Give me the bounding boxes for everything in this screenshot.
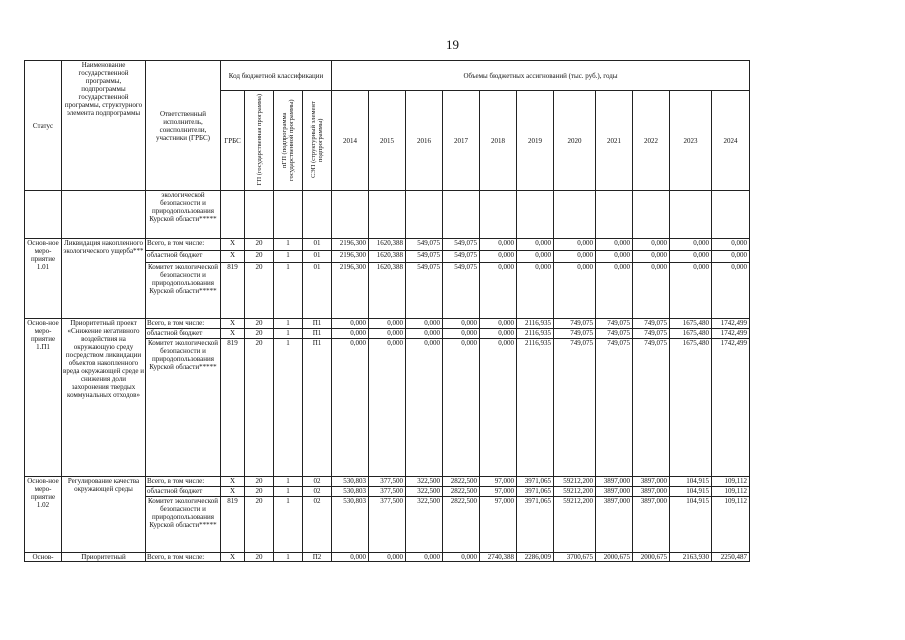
header-year: 2019 — [517, 91, 554, 191]
budget-value-cell: 2196,300 — [332, 263, 369, 319]
budget-value-cell: 97,000 — [480, 497, 517, 553]
budget-value-cell: 0,000 — [443, 553, 480, 562]
cont-status — [25, 191, 62, 239]
header-pgp-label: пГП (подпрограмма государственной программы) — [281, 98, 295, 181]
program-name-cell: Приоритетный проект «Снижение негативного воздействия на окружающую среду посредством ликвидации объектов накопленного вреда окружающей среде и снижения доли захоронения твердых коммунальных отходов» — [62, 319, 146, 477]
status-cell: Основ-ное меро-приятие 1.02 — [25, 477, 62, 553]
budget-value-cell: 749,075 — [554, 329, 596, 339]
budget-value-cell: 549,075 — [406, 263, 443, 319]
header-gp — [245, 91, 274, 191]
budget-value-cell: 1620,388 — [369, 251, 406, 263]
budget-value-cell: 0,000 — [443, 319, 480, 329]
budget-value-cell: 2196,300 — [332, 239, 369, 251]
pgp-cell: 1 — [274, 319, 303, 329]
grbs-cell: Х — [221, 319, 245, 329]
budget-value-cell: 97,000 — [480, 477, 517, 487]
budget-value-cell: 0,000 — [480, 239, 517, 251]
budget-value-cell: 2116,935 — [517, 319, 554, 329]
responsible-cell: областной бюджет — [146, 251, 221, 263]
budget-value-cell: 109,112 — [712, 487, 750, 497]
empty-cell — [480, 191, 517, 239]
budget-value-cell: 0,000 — [517, 251, 554, 263]
budget-value-cell: 0,000 — [670, 251, 712, 263]
header-year: 2014 — [332, 91, 369, 191]
budget-value-cell: 0,000 — [517, 263, 554, 319]
cont-name — [62, 191, 146, 239]
responsible-cell: областной бюджет — [146, 487, 221, 497]
gp-cell: 20 — [245, 263, 274, 319]
budget-value-cell: 0,000 — [670, 263, 712, 319]
header-year: 2020 — [554, 91, 596, 191]
grbs-cell: Х — [221, 487, 245, 497]
grbs-cell: 819 — [221, 497, 245, 553]
empty-cell — [443, 191, 480, 239]
status-cell: Основ-ное меро-приятие 1.П1 — [25, 319, 62, 477]
budget-value-cell: 0,000 — [406, 339, 443, 477]
empty-cell — [406, 191, 443, 239]
budget-value-cell: 1742,499 — [712, 329, 750, 339]
budget-value-cell: 0,000 — [670, 239, 712, 251]
budget-value-cell: 0,000 — [480, 251, 517, 263]
budget-value-cell: 3897,000 — [596, 497, 633, 553]
grbs-cell: Х — [221, 329, 245, 339]
header-year: 2015 — [369, 91, 406, 191]
budget-value-cell: 2286,009 — [517, 553, 554, 562]
status-cell: Основ-ное меро-приятие 1.01 — [25, 239, 62, 319]
pgp-cell: 1 — [274, 487, 303, 497]
pgp-cell: 1 — [274, 251, 303, 263]
budget-value-cell: 1620,388 — [369, 239, 406, 251]
budget-value-cell: 322,500 — [406, 497, 443, 553]
responsible-cell: Комитет экологической безопасности и природопользования Курской области***** — [146, 497, 221, 553]
budget-value-cell: 104,915 — [670, 477, 712, 487]
budget-value-cell: 0,000 — [369, 553, 406, 562]
budget-value-cell: 3897,000 — [596, 487, 633, 497]
sep-cell: 02 — [303, 487, 332, 497]
budget-value-cell: 1675,480 — [670, 319, 712, 329]
responsible-cell: областной бюджет — [146, 329, 221, 339]
sep-cell: 01 — [303, 263, 332, 319]
budget-value-cell: 377,500 — [369, 497, 406, 553]
budget-value-cell: 2116,935 — [517, 339, 554, 477]
budget-value-cell: 749,075 — [596, 319, 633, 329]
gp-cell: 20 — [245, 251, 274, 263]
gp-cell: 20 — [245, 319, 274, 329]
pgp-cell: 1 — [274, 239, 303, 251]
gp-cell: 20 — [245, 553, 274, 562]
pgp-cell: 1 — [274, 553, 303, 562]
budget-value-cell: 0,000 — [596, 251, 633, 263]
budget-table — [24, 60, 750, 562]
budget-value-cell: 3897,000 — [633, 487, 670, 497]
table-body — [25, 61, 750, 562]
budget-value-cell: 749,075 — [633, 339, 670, 477]
budget-value-cell: 1675,480 — [670, 329, 712, 339]
sep-cell: П1 — [303, 339, 332, 477]
budget-value-cell: 2740,388 — [480, 553, 517, 562]
pgp-cell: 1 — [274, 497, 303, 553]
budget-value-cell: 0,000 — [554, 239, 596, 251]
program-name-cell: Приоритетный — [62, 553, 146, 562]
budget-value-cell: 3897,000 — [596, 477, 633, 487]
header-responsible: Ответственный исполнитель, соисполнители, участники (ГРБС) — [146, 61, 221, 191]
budget-value-cell: 0,000 — [554, 263, 596, 319]
budget-value-cell: 2196,300 — [332, 251, 369, 263]
table-row — [25, 319, 750, 329]
budget-value-cell: 0,000 — [480, 339, 517, 477]
budget-value-cell: 749,075 — [633, 329, 670, 339]
pgp-cell: 1 — [274, 329, 303, 339]
empty-cell — [712, 191, 750, 239]
budget-value-cell: 377,500 — [369, 487, 406, 497]
gp-cell: 20 — [245, 329, 274, 339]
program-name-cell: Ликвидация накопленного экологического ущерба*** — [62, 239, 146, 319]
budget-value-cell: 549,075 — [443, 239, 480, 251]
responsible-cell: Комитет экологической безопасности и природопользования Курской области***** — [146, 263, 221, 319]
header-year: 2024 — [712, 91, 750, 191]
budget-value-cell: 2163,930 — [670, 553, 712, 562]
empty-cell — [245, 191, 274, 239]
grbs-cell: Х — [221, 477, 245, 487]
budget-value-cell: 2822,500 — [443, 487, 480, 497]
budget-value-cell: 2822,500 — [443, 477, 480, 487]
gp-cell: 20 — [245, 477, 274, 487]
budget-value-cell: 1620,388 — [369, 263, 406, 319]
budget-value-cell: 0,000 — [596, 263, 633, 319]
budget-value-cell: 530,803 — [332, 487, 369, 497]
budget-value-cell: 0,000 — [332, 339, 369, 477]
budget-value-cell: 0,000 — [480, 319, 517, 329]
budget-value-cell: 749,075 — [633, 319, 670, 329]
budget-value-cell: 0,000 — [633, 263, 670, 319]
budget-value-cell: 109,112 — [712, 497, 750, 553]
budget-value-cell: 0,000 — [369, 329, 406, 339]
budget-value-cell: 59212,200 — [554, 477, 596, 487]
empty-cell — [303, 191, 332, 239]
budget-value-cell: 3897,000 — [633, 497, 670, 553]
responsible-cell: Всего, в том числе: — [146, 319, 221, 329]
budget-value-cell: 0,000 — [554, 251, 596, 263]
cont-responsible: экологической безопасности и природопользования Курской области***** — [146, 191, 221, 239]
sep-cell: 01 — [303, 239, 332, 251]
header-year: 2023 — [670, 91, 712, 191]
budget-value-cell: 0,000 — [712, 239, 750, 251]
header-code-group: Код бюджетной классификации — [221, 61, 332, 91]
table-row — [25, 239, 750, 251]
pgp-cell: 1 — [274, 339, 303, 477]
budget-value-cell: 0,000 — [480, 263, 517, 319]
budget-value-cell: 749,075 — [554, 339, 596, 477]
budget-value-cell: 3971,065 — [517, 497, 554, 553]
gp-cell: 20 — [245, 487, 274, 497]
budget-value-cell: 322,500 — [406, 477, 443, 487]
gp-cell: 20 — [245, 339, 274, 477]
budget-value-cell: 0,000 — [406, 329, 443, 339]
header-grbs: ГРБС — [221, 91, 245, 191]
header-row-1 — [25, 61, 750, 91]
budget-value-cell: 1742,499 — [712, 319, 750, 329]
budget-value-cell: 530,803 — [332, 497, 369, 553]
budget-value-cell: 0,000 — [480, 329, 517, 339]
pgp-cell: 1 — [274, 477, 303, 487]
grbs-cell: 819 — [221, 339, 245, 477]
budget-value-cell: 0,000 — [369, 319, 406, 329]
sep-cell: П1 — [303, 329, 332, 339]
budget-value-cell: 2250,487 — [712, 553, 750, 562]
budget-value-cell: 0,000 — [443, 329, 480, 339]
budget-value-cell: 3897,000 — [633, 477, 670, 487]
budget-value-cell: 1675,480 — [670, 339, 712, 477]
header-pgp — [274, 91, 303, 191]
header-gp-label: ГП (государственная программа) — [255, 93, 263, 186]
empty-cell — [554, 191, 596, 239]
budget-value-cell: 2116,935 — [517, 329, 554, 339]
empty-cell — [517, 191, 554, 239]
status-cell: Основ- — [25, 553, 62, 562]
budget-value-cell: 2000,675 — [596, 553, 633, 562]
grbs-cell: Х — [221, 251, 245, 263]
budget-value-cell: 1742,499 — [712, 339, 750, 477]
budget-value-cell: 109,112 — [712, 477, 750, 487]
header-year: 2016 — [406, 91, 443, 191]
header-year: 2022 — [633, 91, 670, 191]
header-sep — [303, 91, 332, 191]
sep-cell: П1 — [303, 319, 332, 329]
empty-cell — [670, 191, 712, 239]
grbs-cell: 819 — [221, 263, 245, 319]
grbs-cell: Х — [221, 553, 245, 562]
empty-cell — [221, 191, 245, 239]
header-name: Наименование государственной программы, подпрограммы государственной программы, структурного элемента подпрограммы — [62, 61, 146, 191]
budget-value-cell: 549,075 — [443, 251, 480, 263]
budget-value-cell: 0,000 — [332, 319, 369, 329]
budget-value-cell: 59212,200 — [554, 487, 596, 497]
responsible-cell: Всего, в том числе: — [146, 477, 221, 487]
budget-value-cell: 97,000 — [480, 487, 517, 497]
responsible-cell: Комитет экологической безопасности и природопользования Курской области***** — [146, 339, 221, 477]
budget-value-cell: 2000,675 — [633, 553, 670, 562]
header-year: 2017 — [443, 91, 480, 191]
budget-value-cell: 749,075 — [596, 329, 633, 339]
budget-value-cell: 3971,065 — [517, 477, 554, 487]
responsible-cell: Всего, в том числе: — [146, 239, 221, 251]
budget-value-cell: 3700,675 — [554, 553, 596, 562]
empty-cell — [633, 191, 670, 239]
budget-value-cell: 0,000 — [332, 553, 369, 562]
table-row — [25, 553, 750, 562]
budget-value-cell: 549,075 — [406, 239, 443, 251]
header-budget-group: Объемы бюджетных ассигнований (тыс. руб.), годы — [332, 61, 750, 91]
budget-value-cell: 3971,065 — [517, 487, 554, 497]
header-year: 2018 — [480, 91, 517, 191]
budget-value-cell: 749,075 — [596, 339, 633, 477]
pgp-cell: 1 — [274, 263, 303, 319]
budget-value-cell: 0,000 — [332, 329, 369, 339]
empty-cell — [332, 191, 369, 239]
budget-value-cell: 0,000 — [406, 553, 443, 562]
sep-cell: 02 — [303, 477, 332, 487]
sep-cell: 02 — [303, 497, 332, 553]
empty-cell — [274, 191, 303, 239]
budget-value-cell: 59212,200 — [554, 497, 596, 553]
header-year: 2021 — [596, 91, 633, 191]
sep-cell: П2 — [303, 553, 332, 562]
budget-value-cell: 0,000 — [443, 339, 480, 477]
budget-value-cell: 0,000 — [712, 251, 750, 263]
responsible-cell: Всего, в том числе: — [146, 553, 221, 562]
budget-value-cell: 0,000 — [406, 319, 443, 329]
budget-value-cell: 530,803 — [332, 477, 369, 487]
budget-value-cell: 104,915 — [670, 497, 712, 553]
budget-value-cell: 749,075 — [554, 319, 596, 329]
budget-value-cell: 0,000 — [633, 239, 670, 251]
budget-value-cell: 0,000 — [517, 239, 554, 251]
budget-value-cell: 104,915 — [670, 487, 712, 497]
budget-value-cell: 0,000 — [712, 263, 750, 319]
table-row — [25, 477, 750, 487]
budget-value-cell: 549,075 — [443, 263, 480, 319]
header-sep-label: СЭП (структурный элемент подпрограммы) — [310, 101, 324, 178]
budget-value-cell: 0,000 — [369, 339, 406, 477]
budget-value-cell: 322,500 — [406, 487, 443, 497]
gp-cell: 20 — [245, 497, 274, 553]
budget-value-cell: 377,500 — [369, 477, 406, 487]
grbs-cell: Х — [221, 239, 245, 251]
gp-cell: 20 — [245, 239, 274, 251]
budget-value-cell: 549,075 — [406, 251, 443, 263]
budget-value-cell: 2822,500 — [443, 497, 480, 553]
continuation-row — [25, 191, 750, 239]
program-name-cell: Регулирование качества окружающей среды — [62, 477, 146, 553]
page-number: 19 — [446, 37, 459, 52]
header-status: Статус — [25, 61, 62, 191]
sep-cell: 01 — [303, 251, 332, 263]
empty-cell — [596, 191, 633, 239]
budget-value-cell: 0,000 — [633, 251, 670, 263]
empty-cell — [369, 191, 406, 239]
budget-value-cell: 0,000 — [596, 239, 633, 251]
